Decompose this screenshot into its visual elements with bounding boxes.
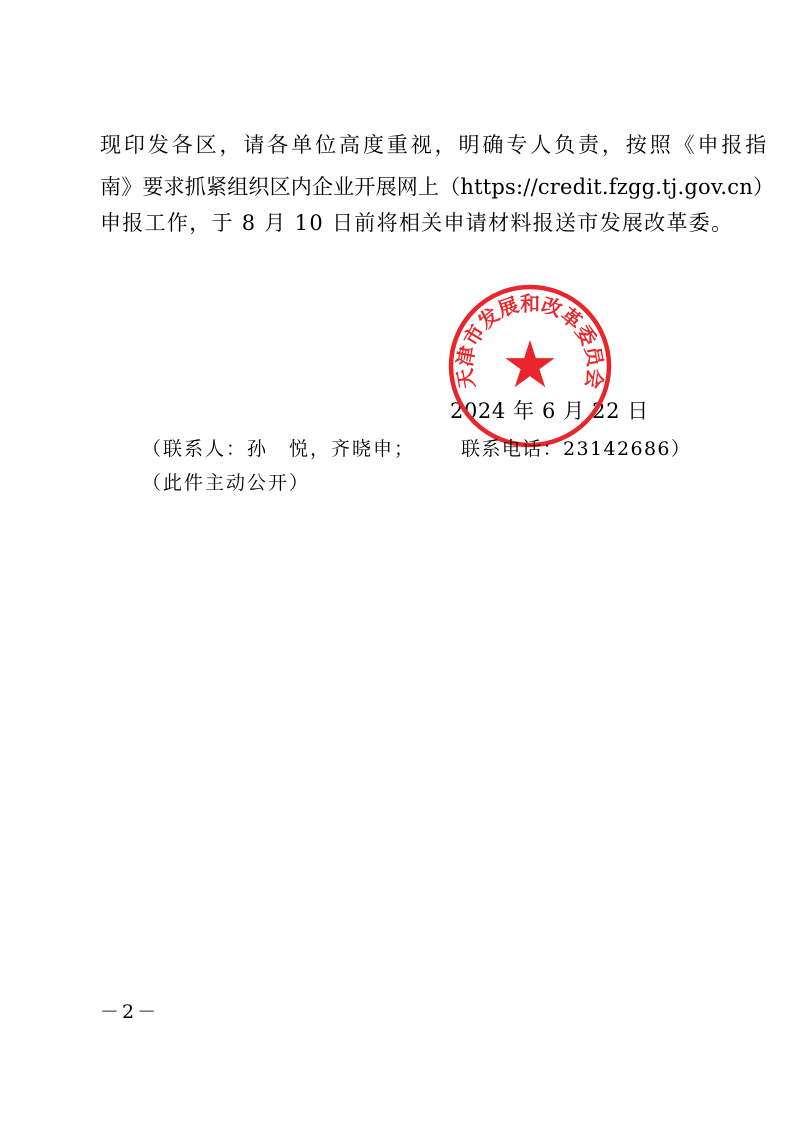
body-text-line-3: 申报工作，于 8 月 10 日前将相关申请材料报送市发展改革委。 <box>100 211 734 235</box>
page-number: －2－ <box>100 1001 160 1023</box>
star-icon <box>505 340 554 387</box>
contact-line <box>142 436 691 462</box>
contact-persons: （联系人：孙 悦，齐晓申； <box>142 438 416 460</box>
public-notice: （此件主动公开） <box>142 472 311 494</box>
body-text-line-2: 南》要求抓紧组织区内企业开展网上（https://credit.fzgg.tj.gov.cn） <box>100 175 775 199</box>
seal-text: 天津市发展和改革委员会 <box>452 291 608 391</box>
official-seal <box>446 282 614 450</box>
contact-phone: 联系电话：23142686） <box>461 438 692 460</box>
body-text-line-1: 现印发各区，请各单位高度重视，明确专人负责，按照《申报指 <box>100 133 770 157</box>
issue-date: 2024 年 6 月 22 日 <box>450 399 649 423</box>
